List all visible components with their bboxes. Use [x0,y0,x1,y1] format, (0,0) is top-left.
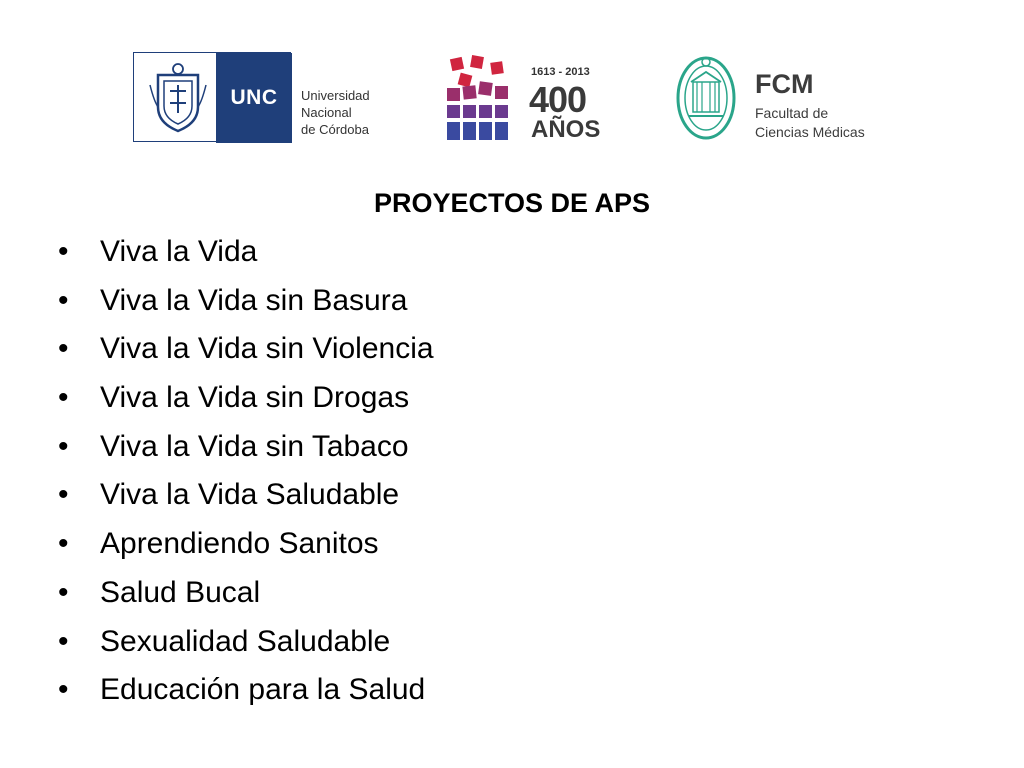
unc-abbr: UNC [216,53,292,143]
logo-header [0,0,1024,160]
bullet-icon: • [58,673,69,707]
unc-seal-icon [148,61,208,133]
list-item-text: Educación para la Salud [100,673,426,707]
bullet-icon: • [58,575,69,609]
unc-name [301,87,370,138]
fcm-name-line-1: Facultad de [755,105,829,121]
list-item-text: Sexualidad Saludable [100,624,391,658]
unc-name-line-1: Universidad [301,88,370,103]
list-item-text: Viva la Vida [100,235,258,268]
bullet-icon: • [58,381,69,415]
bullet-icon: • [58,283,69,317]
list-item-text: Viva la Vida sin Violencia [100,332,434,366]
list-item-text: Viva la Vida sin Drogas [100,381,410,415]
unc-logo-frame [133,52,291,142]
list-item-text: Viva la Vida sin Basura [100,283,408,317]
fcm-name-line-2: Ciencias Médicas [755,124,865,140]
unc-logo [133,52,383,142]
list-item-text: Aprendiendo Sanitos [100,527,379,561]
anniversary-squares-icon [445,52,511,144]
unc-name-line-3: de Córdoba [301,122,369,137]
bullet-icon: • [58,429,69,463]
bullet-icon: • [58,527,69,561]
fcm-abbr: FCM [755,69,814,99]
fcm-name [755,104,865,142]
list-item-text: Salud Bucal [100,575,261,609]
fcm-logo [675,52,885,144]
bullet-icon: • [58,235,69,268]
bullet-icon: • [58,624,69,658]
list-item-text: Viva la Vida sin Tabaco [100,429,409,463]
list-item-text: Viva la Vida Saludable [100,478,400,512]
fcm-seal-icon [675,52,737,142]
anniversary-years: 1613 - 2013 [531,66,590,78]
anniversary-word: AÑOS [531,116,601,143]
slide-title: PROYECTOS DE APS [373,188,651,218]
anniversary-number: 400 [529,79,587,120]
bullet-icon: • [58,478,69,512]
bullet-icon: • [58,332,69,366]
anniversary-logo [445,52,605,144]
unc-name-line-2: Nacional [301,105,352,120]
